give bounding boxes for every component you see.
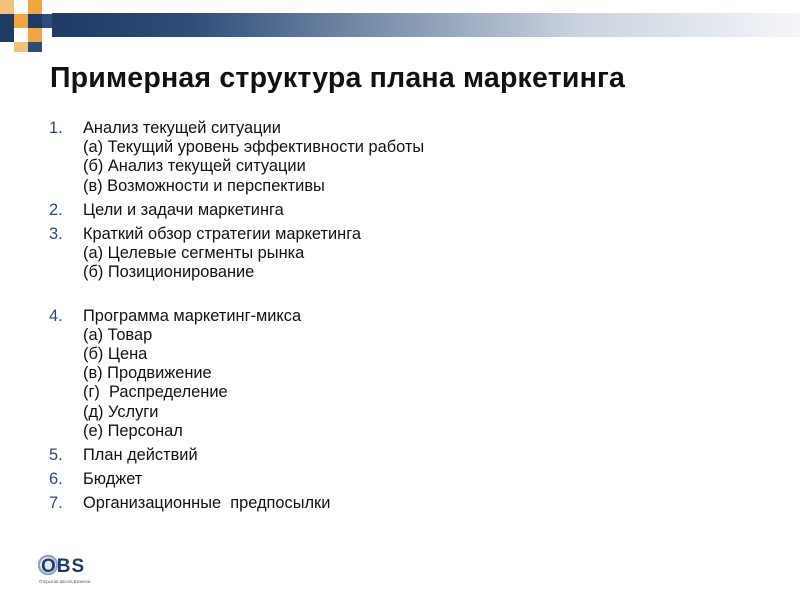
item-number: 5. — [49, 446, 63, 465]
sub-item-text: (а) Целевые сегменты рынка — [83, 244, 305, 263]
item-number: 2. — [49, 200, 63, 219]
sub-item-text: (б) Позиционирование — [83, 263, 255, 282]
deco-square — [28, 0, 42, 14]
list-item — [49, 201, 749, 220]
sub-item-text: (д) Услуги — [83, 402, 159, 421]
logo-caption: Открытая Школа Бизнеса — [39, 579, 91, 584]
list-item — [49, 225, 749, 283]
deco-square — [0, 28, 14, 42]
item-number: 3. — [49, 225, 63, 244]
item-text: Краткий обзор стратегии маркетинга — [83, 225, 361, 244]
header-decoration — [0, 0, 800, 60]
header-gradient-bar — [52, 13, 800, 37]
outline-list — [49, 119, 749, 519]
item-text: Цели и задачи маркетинга — [83, 200, 284, 219]
item-text: Бюджет — [83, 470, 143, 489]
deco-square — [28, 28, 42, 42]
deco-square — [14, 0, 28, 14]
deco-square — [14, 14, 28, 28]
list-item — [49, 119, 749, 196]
deco-square — [28, 42, 42, 52]
list-item — [49, 494, 749, 513]
deco-square — [14, 42, 28, 52]
deco-square — [42, 14, 52, 28]
item-number: 4. — [49, 306, 63, 325]
deco-square — [0, 0, 14, 14]
list-item — [49, 470, 749, 489]
list-item — [49, 446, 749, 465]
sub-item-text: (г) Распределение — [83, 383, 228, 402]
item-text: Организационные предпосылки — [83, 494, 331, 513]
sub-item-text: (а) Товар — [83, 325, 153, 344]
list-item — [49, 307, 749, 441]
deco-square — [14, 28, 28, 42]
sub-item-text: (б) Цена — [83, 345, 148, 364]
deco-square — [0, 14, 14, 28]
item-text: Анализ текущей ситуации — [83, 119, 281, 137]
sub-item-text: (а) Текущий уровень эффективности работы — [83, 138, 425, 157]
slide-title: Примерная структура плана маркетинга — [50, 62, 626, 94]
sub-item-text: (б) Анализ текущей ситуации — [83, 157, 306, 176]
item-number: 7. — [49, 494, 63, 513]
obs-logo — [38, 553, 104, 585]
deco-square — [28, 14, 42, 28]
sub-item-text: (в) Возможности и перспективы — [83, 176, 325, 195]
item-number: 1. — [49, 119, 63, 137]
item-number: 6. — [49, 470, 63, 489]
sub-item-text: (е) Персонал — [83, 421, 183, 440]
item-text: План действий — [83, 446, 198, 465]
item-text: Программа маркетинг-микса — [83, 306, 302, 325]
logo-text: OBS — [41, 556, 86, 577]
sub-item-text: (в) Продвижение — [83, 364, 212, 383]
